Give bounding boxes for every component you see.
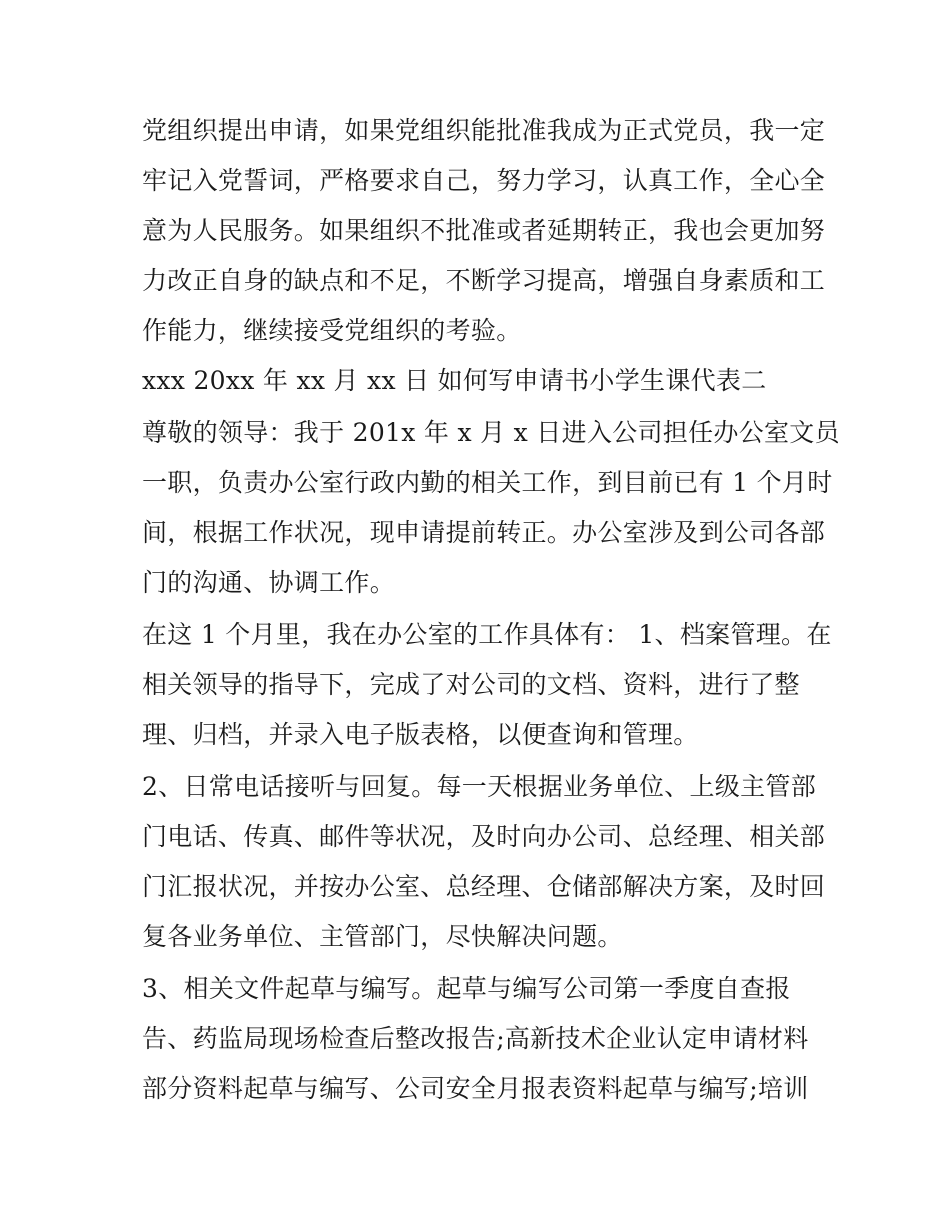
- text-line: 3、相关文件起草与编写。起草与编写公司第一季度自查报: [142, 974, 791, 1003]
- text-line: 一职，负责办公室行政内勤的相关工作，到目前已有 1 个月时: [142, 468, 833, 497]
- text-line: 尊敬的领导：我于 201x 年 x 月 x 日进入公司担任办公室文员: [142, 418, 840, 447]
- text-line: 相关领导的指导下，完成了对公司的文档、资料，进行了整: [142, 670, 800, 699]
- text-line: 复各业务单位、主管部门，尽快解决问题。: [142, 922, 623, 951]
- text-line: 门的沟通、协调工作。: [142, 568, 396, 597]
- text-line: 理、归档，并录入电子版表格，以便查询和管理。: [142, 720, 699, 749]
- text-line: 门电话、传真、邮件等状况，及时向办公司、总经理、相关部: [142, 822, 826, 851]
- text-line: 牢记入党誓词，严格要求自己，努力学习，认真工作，全心全: [142, 166, 826, 195]
- text-line: 党组织提出申请，如果党组织能批准我成为正式党员，我一定: [142, 116, 826, 145]
- text-line: 门汇报状况，并按办公室、总经理、仓储部解决方案，及时回: [142, 872, 826, 901]
- text-line: 意为人民服务。如果组织不批准或者延期转正，我也会更加努: [142, 216, 826, 245]
- text-line: 2、日常电话接听与回复。每一天根据业务单位、上级主管部: [142, 772, 817, 801]
- text-line: 间，根据工作状况，现申请提前转正。办公室涉及到公司各部: [142, 518, 826, 547]
- text-line: 部分资料起草与编写、公司安全月报表资料起草与编写;培训: [142, 1074, 809, 1103]
- text-line: 在这 1 个月里，我在办公室的工作具体有： 1、档案管理。在: [142, 620, 832, 649]
- text-line: 力改正自身的缺点和不足，不断学习提高，增强自身素质和工: [142, 266, 826, 295]
- text-line: 告、药监局现场检查后整改报告;高新技术企业认定申请材料: [142, 1024, 809, 1053]
- text-line: 作能力，继续接受党组织的考验。: [142, 316, 522, 345]
- date-heading-line: xxx 20xx 年 xx 月 xx 日 如何写申请书小学生课代表二: [142, 366, 767, 395]
